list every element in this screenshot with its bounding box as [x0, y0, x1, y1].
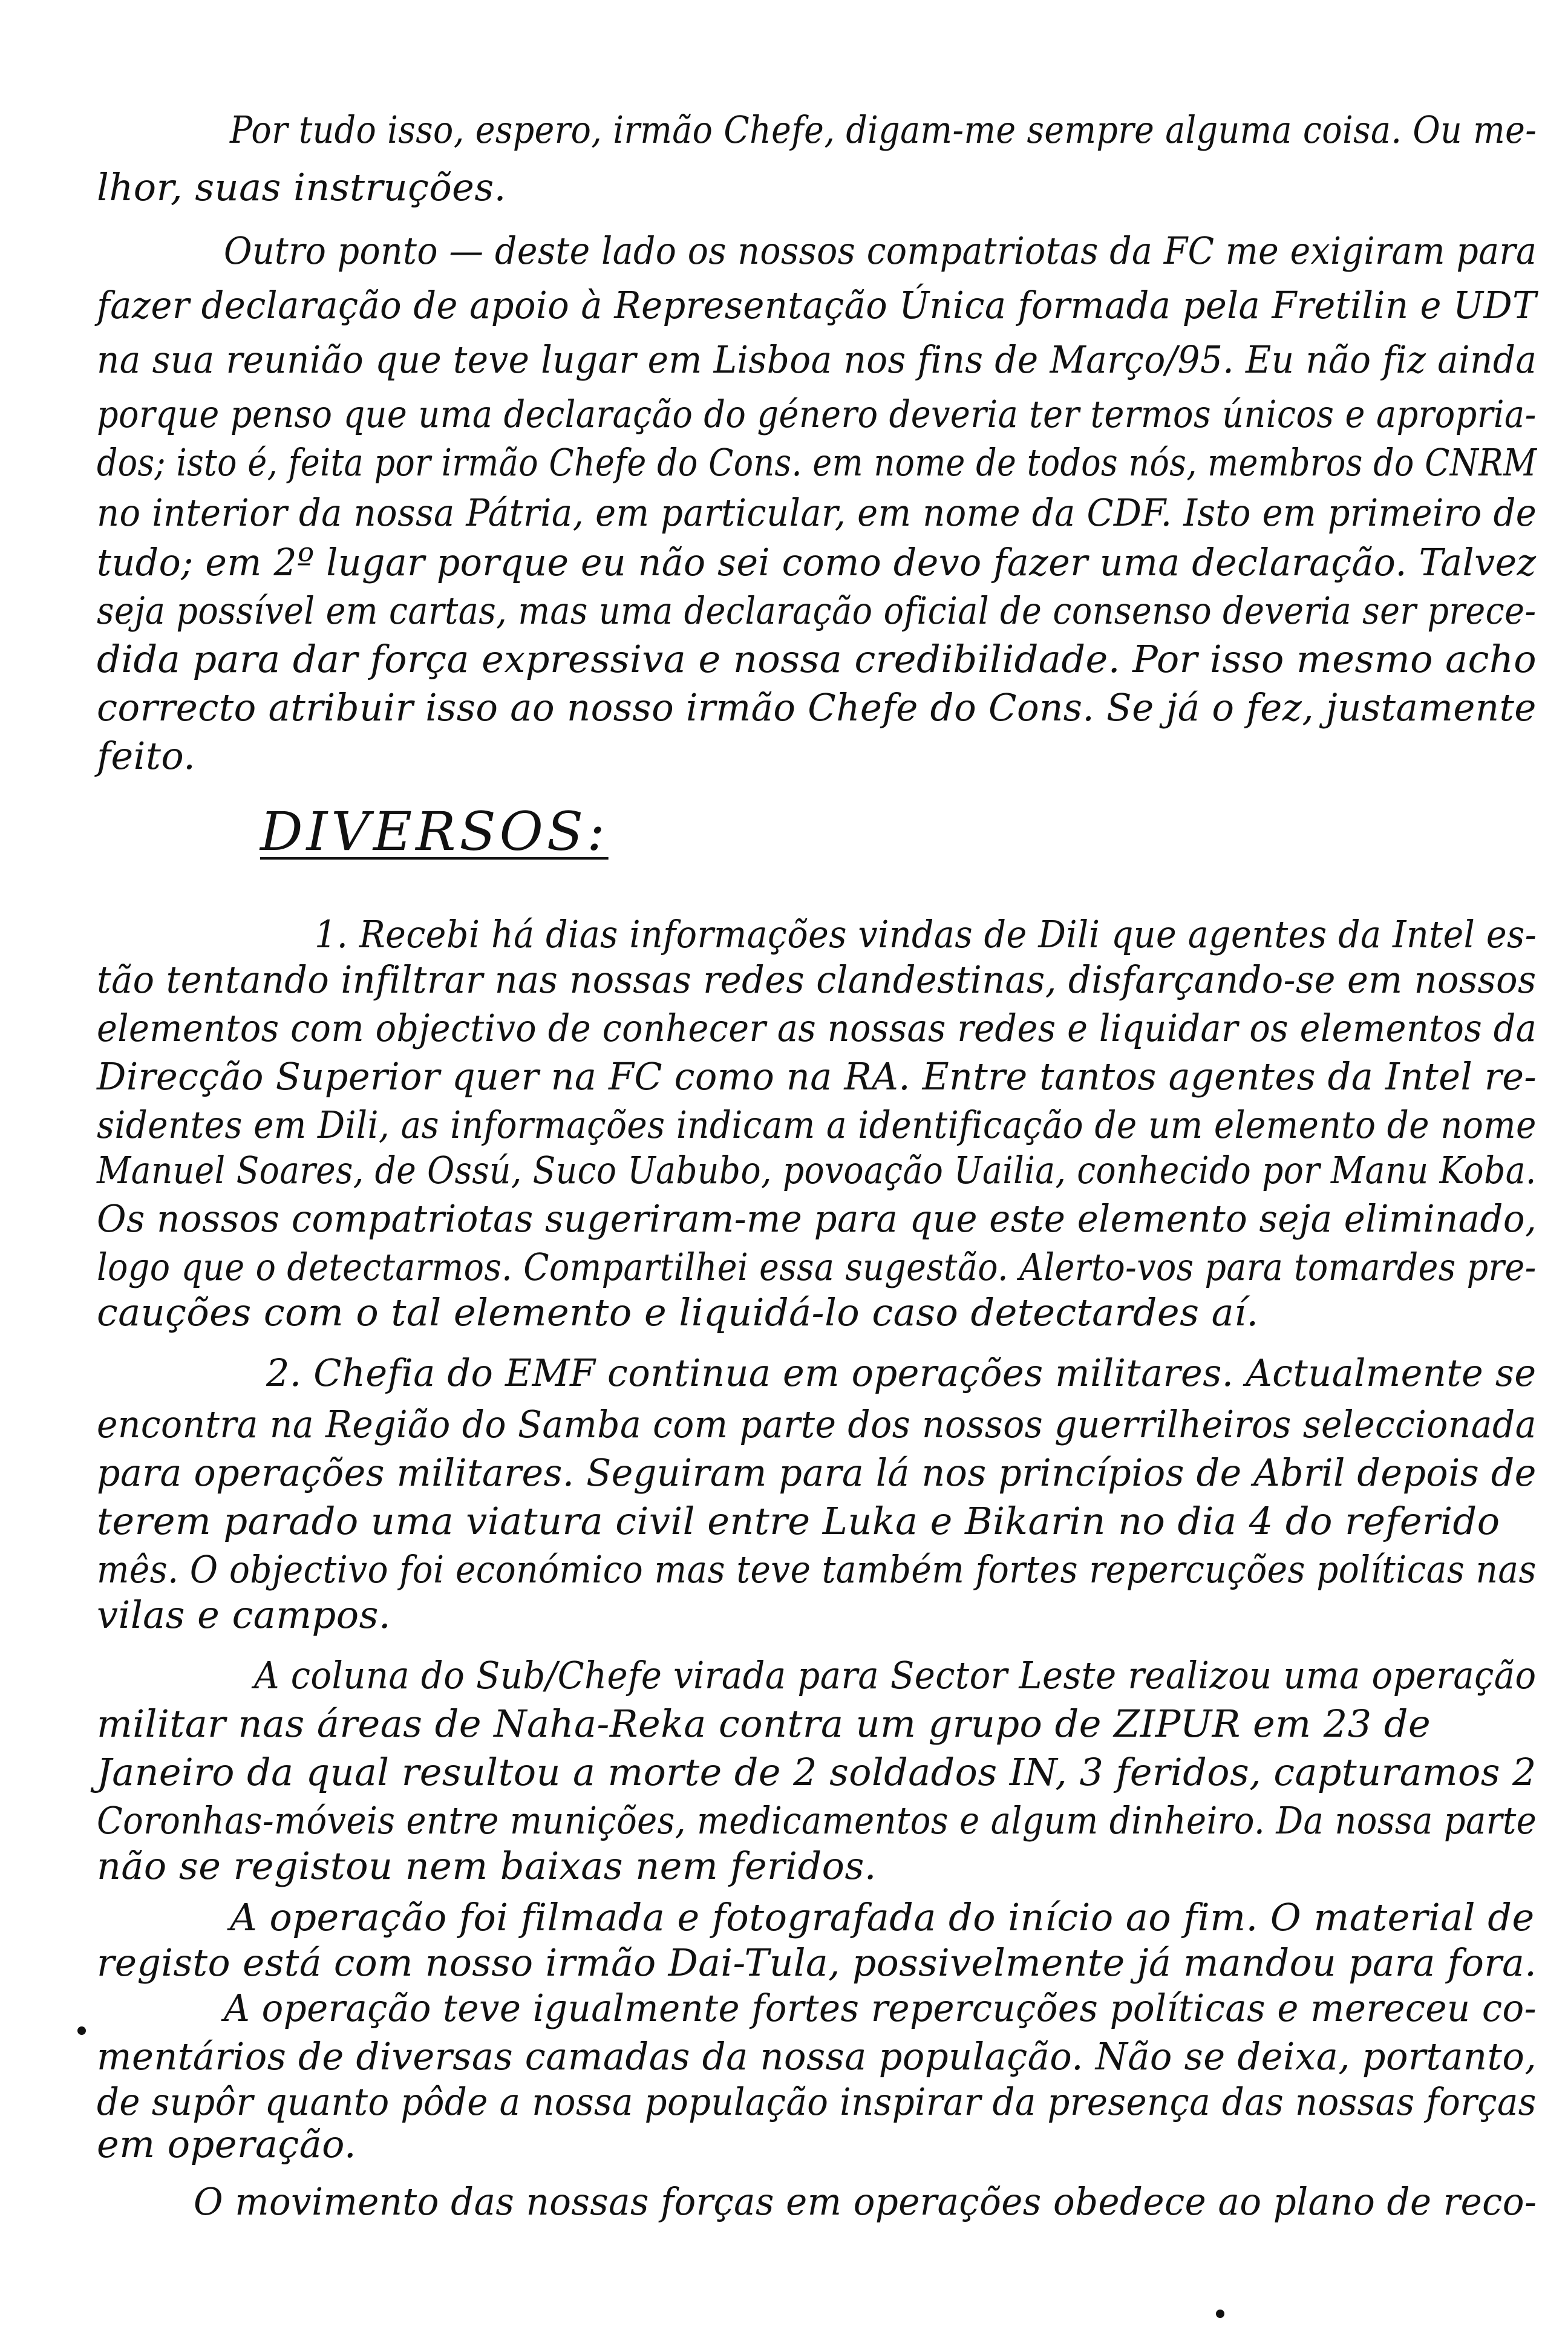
section-heading: DIVERSOS:: [260, 800, 609, 863]
paragraph-2-line: Outro ponto — deste lado os nossos compatriotas da FC me exigiram para: [224, 229, 1537, 273]
item-2-line: para operações militares. Seguiram para lá nos princípios de Abril depois de: [97, 1451, 1537, 1495]
item-1-line: Os nossos compatriotas sugeriram-me para que este elemento seja eliminado,: [97, 1197, 1537, 1241]
item-2-line: mês. O objectivo foi económico mas teve também fortes repercuções políticas nas: [97, 1547, 1537, 1592]
paragraph-2-line: fazer declaração de apoio à Representação Única formada pela Fretilin e UDT: [97, 283, 1537, 327]
item-1-line: cauções com o tal elemento e liquidá-lo caso detectardes aí.: [97, 1290, 1259, 1334]
item-1-line: logo que o detectarmos. Compartilhei essa sugestão. Alerto-vos para tomardes pre-: [97, 1245, 1537, 1289]
paragraph-4-line: A operação foi filmada e fotografada do início ao fim. O material de: [230, 1895, 1535, 1939]
item-2-line: terem parado uma viatura civil entre Luka e Bikarin no dia 4 do referido: [97, 1499, 1500, 1543]
item-1-line: elementos com objectivo de conhecer as nossas redes e liquidar os elementos da: [97, 1006, 1537, 1050]
item-1-line: tão tentando infiltrar nas nossas redes clandestinas, disfarçando-se em nossos: [97, 958, 1537, 1002]
paragraph-2-line: seja possível em cartas, mas uma declaração oficial de consenso deveria ser prece-: [97, 589, 1537, 633]
paragraph-3-line: não se registou nem baixas nem feridos.: [97, 1844, 877, 1888]
paragraph-3-line: Janeiro da qual resultou a morte de 2 soldados IN, 3 feridos, capturamos 2: [97, 1750, 1537, 1794]
paragraph-2-line: feito.: [97, 734, 196, 778]
item-1-line: 1. Recebi há dias informações vindas de Dili que agentes da Intel es-: [315, 912, 1537, 956]
ink-dot-mark: [1216, 2310, 1224, 2318]
paragraph-3-line: militar nas áreas de Naha-Reka contra um grupo de ZIPUR em 23 de: [97, 1702, 1431, 1746]
paragraph-1-line: Por tudo isso, espero, irmão Chefe, digam-me sempre alguma coisa. Ou me-: [230, 108, 1537, 152]
paragraph-2-line: tudo; em 2º lugar porque eu não sei como devo fazer uma declaração. Talvez: [97, 540, 1537, 584]
paragraph-2-line: dida para dar força expressiva e nossa credibilidade. Por isso mesmo acho: [97, 637, 1537, 681]
paragraph-5-line: A operação teve igualmente fortes repercuções políticas e mereceu co-: [224, 1986, 1537, 2030]
item-1-line: Direcção Superior quer na FC como na RA. Entre tantos agentes da Intel re-: [97, 1054, 1537, 1099]
paragraph-5-line: de supôr quanto pôde a nossa população inspirar da presença das nossas forças: [97, 2080, 1537, 2124]
paragraph-5-line: em operação.: [97, 2122, 357, 2166]
item-2-line: encontra na Região do Samba com parte dos nossos guerrilheiros seleccionada: [97, 1402, 1537, 1446]
paragraph-2-line: na sua reunião que teve lugar em Lisboa nos fins de Março/95. Eu não fiz ainda: [97, 338, 1537, 382]
paragraph-1-line: lhor, suas instruções.: [97, 165, 506, 209]
item-2-line: vilas e campos.: [97, 1593, 391, 1637]
item-2-line: 2. Chefia do EMF continua em operações militares. Actualmente se: [266, 1351, 1537, 1395]
paragraph-3-line: Coronhas-móveis entre munições, medicamentos e algum dinheiro. Da nossa parte: [97, 1798, 1537, 1843]
paragraph-4-line: registo está com nosso irmão Dai-Tula, possivelmente já mandou para fora.: [97, 1941, 1537, 1985]
paragraph-2-line: porque penso que uma declaração do género deveria ter termos únicos e apropria-: [97, 392, 1537, 436]
paragraph-3-line: A coluna do Sub/Chefe virada para Sector Leste realizou uma operação: [254, 1653, 1537, 1697]
item-1-line: sidentes em Dili, as informações indicam a identificação de um elemento de nome: [97, 1103, 1537, 1147]
paragraph-5-line: mentários de diversas camadas da nossa população. Não se deixa, portanto,: [97, 2034, 1537, 2078]
ink-dot-mark: [77, 2026, 86, 2035]
paragraph-6-line: O movimento das nossas forças em operações obedece ao plano de reco-: [194, 2179, 1537, 2224]
paragraph-2-line: no interior da nossa Pátria, em particular, em nome da CDF. Isto em primeiro de: [97, 491, 1537, 535]
paragraph-2-line: correcto atribuir isso ao nosso irmão Chefe do Cons. Se já o fez, justamente: [97, 685, 1537, 730]
item-1-line: Manuel Soares, de Ossú, Suco Uabubo, povoação Uailia, conhecido por Manu Koba.: [97, 1148, 1537, 1192]
paragraph-2-line: dos; isto é, feita por irmão Chefe do Cons. em nome de todos nós, membros do CNRM: [97, 440, 1537, 485]
